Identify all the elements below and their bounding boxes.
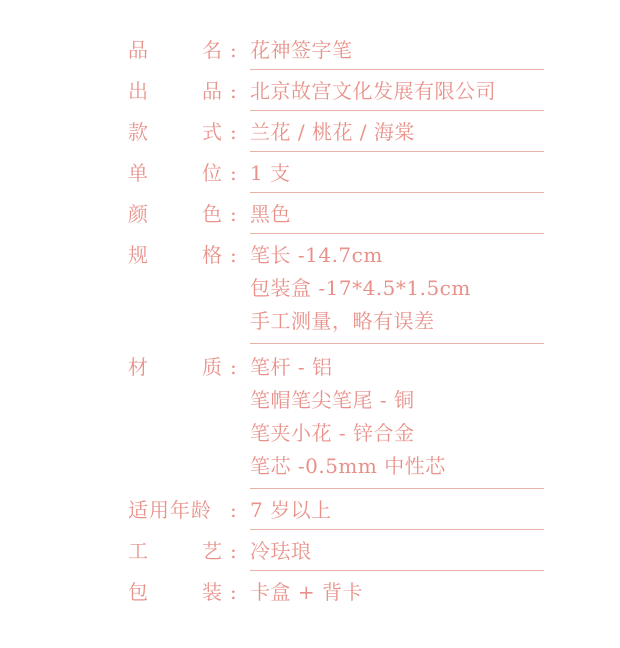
- spec-label: [128, 35, 246, 65]
- spec-value-line: 北京故宫文化发展有限公司: [250, 79, 496, 103]
- spec-value-line: 笔芯 -0.5mm 中性芯: [250, 454, 446, 478]
- divider: [250, 343, 544, 344]
- spec-label: [128, 536, 246, 566]
- spec-value: [250, 76, 544, 109]
- divider: [250, 151, 544, 152]
- spec-label: [128, 577, 246, 607]
- spec-colon: :: [230, 202, 237, 226]
- spec-value-line: 1 支: [250, 161, 291, 185]
- spec-label-char: 规: [128, 243, 148, 267]
- divider: [250, 233, 544, 234]
- spec-value: [250, 495, 544, 528]
- spec-colon: :: [230, 161, 237, 185]
- spec-value-line: 笔长 -14.7cm: [250, 243, 383, 267]
- spec-value-line: 笔杆 - 铝: [250, 355, 333, 379]
- spec-value: [250, 117, 544, 150]
- spec-colon: :: [230, 243, 237, 267]
- spec-label-char: 工: [128, 539, 148, 563]
- spec-label-char: 包: [128, 580, 148, 604]
- spec-value-line: 包装盒 -17*4.5*1.5cm: [250, 276, 471, 300]
- spec-label: [128, 240, 246, 270]
- spec-value: [250, 240, 544, 339]
- divider: [250, 192, 544, 193]
- spec-label-char: 品: [202, 79, 222, 103]
- spec-label-char: 出: [128, 79, 148, 103]
- spec-value: [250, 35, 544, 68]
- spec-label-char: 位: [202, 161, 222, 185]
- spec-label: [128, 199, 246, 229]
- spec-label-char: 艺: [202, 539, 222, 563]
- spec-value-line: 兰花 / 桃花 / 海棠: [250, 120, 415, 144]
- spec-colon: :: [230, 355, 237, 379]
- spec-label-char: 颜: [128, 202, 148, 226]
- divider: [250, 110, 544, 111]
- spec-value-line: 花神签字笔: [250, 38, 353, 62]
- spec-value: [250, 536, 544, 569]
- spec-value-line: 黑色: [250, 202, 291, 226]
- spec-label-char: 式: [202, 120, 222, 144]
- spec-colon: :: [230, 498, 237, 522]
- spec-value-line: 手工测量，略有误差: [250, 309, 435, 333]
- spec-label-char: 质: [202, 355, 222, 379]
- spec-value-line: 7 岁以上: [250, 498, 332, 522]
- spec-label: [128, 352, 246, 382]
- spec-label: [128, 495, 246, 525]
- spec-label-text: 适用年龄: [128, 498, 212, 522]
- spec-label: [128, 158, 246, 188]
- spec-label-char: 名: [202, 38, 222, 62]
- spec-label-char: 单: [128, 161, 148, 185]
- spec-value: [250, 158, 544, 191]
- divider: [250, 570, 544, 571]
- divider: [250, 488, 544, 489]
- spec-value-line: 冷珐琅: [250, 539, 312, 563]
- spec-label-char: 色: [202, 202, 222, 226]
- spec-colon: :: [230, 38, 237, 62]
- spec-colon: :: [230, 539, 237, 563]
- spec-colon: :: [230, 580, 237, 604]
- spec-value-line: 笔帽笔尖笔尾 - 铜: [250, 388, 415, 412]
- spec-colon: :: [230, 120, 237, 144]
- spec-value-line: 笔夹小花 - 锌合金: [250, 421, 415, 445]
- divider: [250, 69, 544, 70]
- spec-value: [250, 577, 544, 610]
- spec-value: [250, 199, 544, 232]
- spec-label-char: 格: [202, 243, 222, 267]
- spec-label-char: 材: [128, 355, 148, 379]
- spec-label-char: 款: [128, 120, 148, 144]
- spec-label-char: 品: [128, 38, 148, 62]
- spec-colon: :: [230, 79, 237, 103]
- spec-value-line: 卡盒 + 背卡: [250, 580, 363, 604]
- spec-label-char: 装: [202, 580, 222, 604]
- spec-label: [128, 76, 246, 106]
- spec-label: [128, 117, 246, 147]
- divider: [250, 529, 544, 530]
- spec-value: [250, 352, 544, 484]
